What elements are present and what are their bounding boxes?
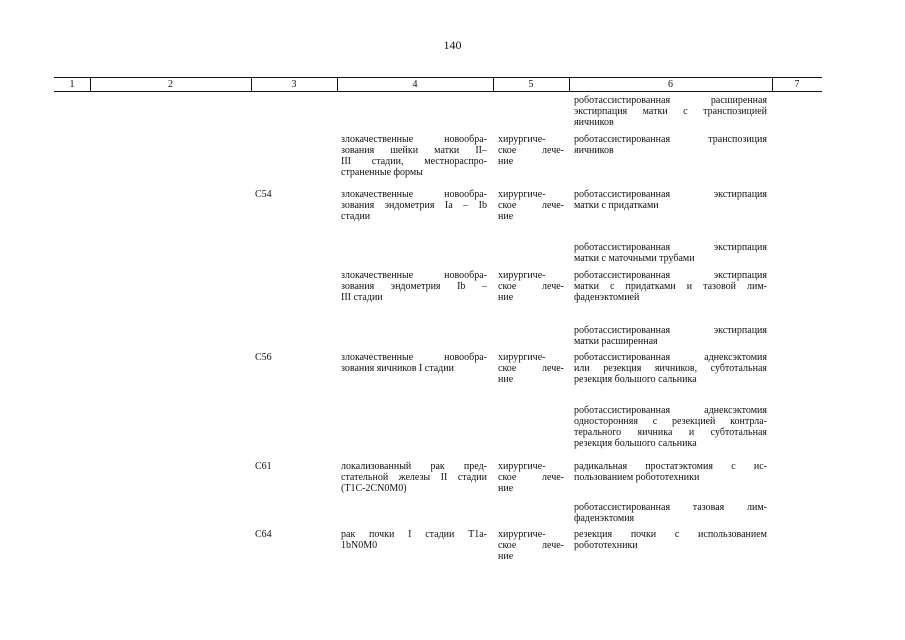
treatment-method: роботассистированная расширенная экстирпация матки с транспозицией яичников (574, 95, 767, 128)
treatment-type: хирургиче- ское лече- ние (498, 134, 564, 167)
page-number: 140 (443, 38, 462, 52)
icd-code: C56 (255, 352, 272, 363)
treatment-method: роботассистированная аднексэктомия односторонняя с резекцией контрла- терального яичника и субтотальная резекция большого сальника (574, 405, 767, 449)
condition-description: злокачественные новообра- зования эндометрия Ia – Ib стадии (341, 189, 487, 222)
treatment-method: роботассистированная экстирпация матки расширенная (574, 325, 767, 347)
icd-code: C61 (255, 461, 272, 472)
condition-description: локализованный рак пред- стательной железы II стадии (T1C-2CN0M0) (341, 461, 487, 494)
column-header-1: 1 (69, 79, 75, 90)
treatment-type: хирургиче- ское лече- ние (498, 529, 564, 562)
treatment-method: роботассистированная тазовая лим- фаденэктомия (574, 502, 767, 524)
treatment-method: радикальная простатэктомия с ис- пользованием робототехники (574, 461, 767, 483)
condition-description: злокачественные новообра- зования яичников I стадии (341, 352, 487, 374)
treatment-method: роботассистированная экстирпация матки с придатками и тазовой лим- фаденэктомией (574, 270, 767, 303)
icd-code: C54 (255, 189, 272, 200)
column-header-4: 4 (412, 79, 418, 90)
icd-code: C64 (255, 529, 272, 540)
column-header-3: 3 (291, 79, 297, 90)
treatment-type: хирургиче- ское лече- ние (498, 270, 564, 303)
condition-description: рак почки I стадии T1a- 1bN0M0 (341, 529, 487, 551)
column-header-5: 5 (528, 79, 534, 90)
treatment-method: роботассистированная аднексэктомия или резекция яичников, субтотальная резекция большого сальника (574, 352, 767, 385)
treatment-method: резекция почки с использованием робототехники (574, 529, 767, 551)
treatment-method: роботассистированная экстирпация матки с маточными трубами (574, 242, 767, 264)
treatment-type: хирургиче- ское лече- ние (498, 461, 564, 494)
treatment-type: хирургиче- ское лече- ние (498, 352, 564, 385)
condition-description: злокачественные новообра- зования эндометрия Ib – III стадии (341, 270, 487, 303)
table-header (54, 77, 822, 92)
column-header-6: 6 (668, 79, 673, 90)
column-header-7: 7 (794, 79, 800, 90)
condition-description: злокачественные новообра- зования шейки матки II– III стадии, местнораспро- страненные формы (341, 134, 487, 178)
treatment-type: хирургиче- ское лече- ние (498, 189, 564, 222)
treatment-method: роботассистированная экстирпация матки с придатками (574, 189, 767, 211)
column-header-2: 2 (168, 79, 173, 90)
treatment-method: роботассистированная транспозиция яичников (574, 134, 767, 156)
